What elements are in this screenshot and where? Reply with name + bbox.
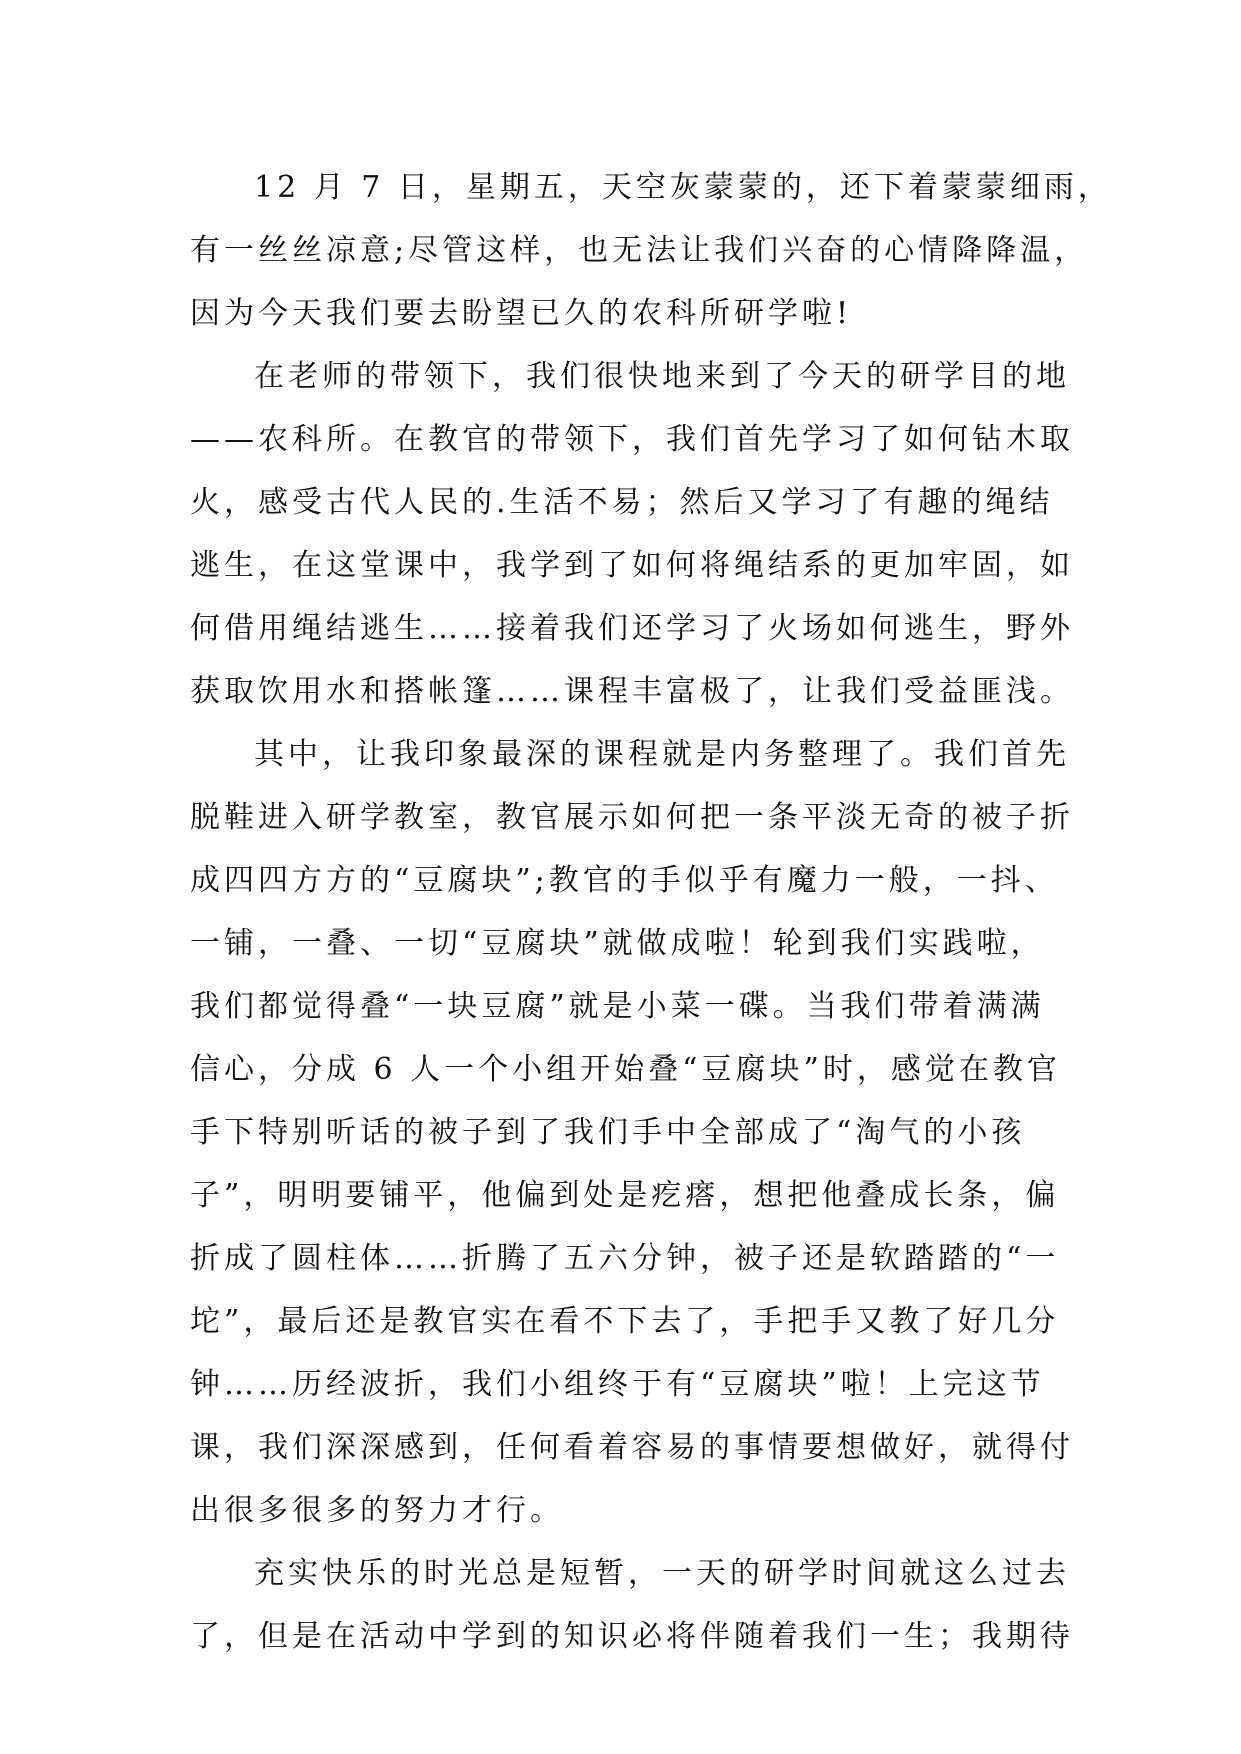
text-line: 12 月 7 日，星期五，天空灰蒙蒙的，还下着蒙蒙细雨，	[254, 170, 1112, 205]
text-line: 坨”，最后还是教官实在看不下去了，手把手又教了好几分	[190, 1304, 1060, 1339]
paragraph-3	[190, 723, 1074, 1542]
text-line: 信心，分成 6 人一个小组开始叠“豆腐块”时，感觉在教官	[190, 1052, 1061, 1087]
text-line: 一铺，一叠、一切“豆腐块”就做成啦！轮到我们实践啦，	[190, 926, 1045, 961]
text-line: 钟……历经波折，我们小组终于有“豆腐块”啦！上完这节	[190, 1367, 1045, 1402]
paragraph-1	[190, 156, 1112, 345]
text-line: 我们都觉得叠“一块豆腐”就是小菜一碟。当我们带着满满	[190, 989, 1045, 1024]
text-line: 课，我们深深感到，任何看着容易的事情要想做好，就得付	[190, 1430, 1074, 1465]
text-line: 手下特别听话的被子到了我们手中全部成了“淘气的小孩	[190, 1115, 1026, 1150]
text-line: 其中，让我印象最深的课程就是内务整理了。我们首先	[254, 737, 1070, 772]
text-line: 获取饮用水和搭帐篷……课程丰富极了，让我们受益匪浅。	[190, 674, 1074, 709]
document-body	[190, 156, 1112, 1668]
paragraph-4	[190, 1542, 1074, 1668]
text-line: 在老师的带领下，我们很快地来到了今天的研学目的地	[254, 359, 1070, 394]
text-line: 火，感受古代人民的.生活不易；然后又学习了有趣的绳结	[190, 485, 1054, 520]
text-line: 子”，明明要铺平，他偏到处是疙瘩，想把他叠成长条，偏	[190, 1178, 1060, 1213]
text-line: 出很多很多的努力才行。	[190, 1493, 564, 1528]
paragraph-2	[190, 345, 1074, 723]
text-line: ——农科所。在教官的带领下，我们首先学习了如何钻木取	[190, 422, 1074, 457]
text-line: 成四四方方的“豆腐块”;教官的手似乎有魔力一般，一抖、	[190, 863, 1059, 898]
text-line: 充实快乐的时光总是短暂，一天的研学时间就这么过去	[254, 1556, 1070, 1591]
text-line: 逃生，在这堂课中，我学到了如何将绳结系的更加牢固，如	[190, 548, 1074, 583]
text-line: 因为今天我们要去盼望已久的农科所研学啦!	[190, 296, 853, 331]
text-line: 了，但是在活动中学到的知识必将伴随着我们一生；我期待	[190, 1619, 1074, 1654]
text-line: 何借用绳结逃生……接着我们还学习了火场如何逃生，野外	[190, 611, 1074, 646]
text-line: 有一丝丝凉意;尽管这样，也无法让我们兴奋的心情降降温，	[190, 233, 1089, 268]
text-line: 脱鞋进入研学教室，教官展示如何把一条平淡无奇的被子折	[190, 800, 1074, 835]
text-line: 折成了圆柱体……折腾了五六分钟，被子还是软踏踏的“一	[190, 1241, 1060, 1276]
